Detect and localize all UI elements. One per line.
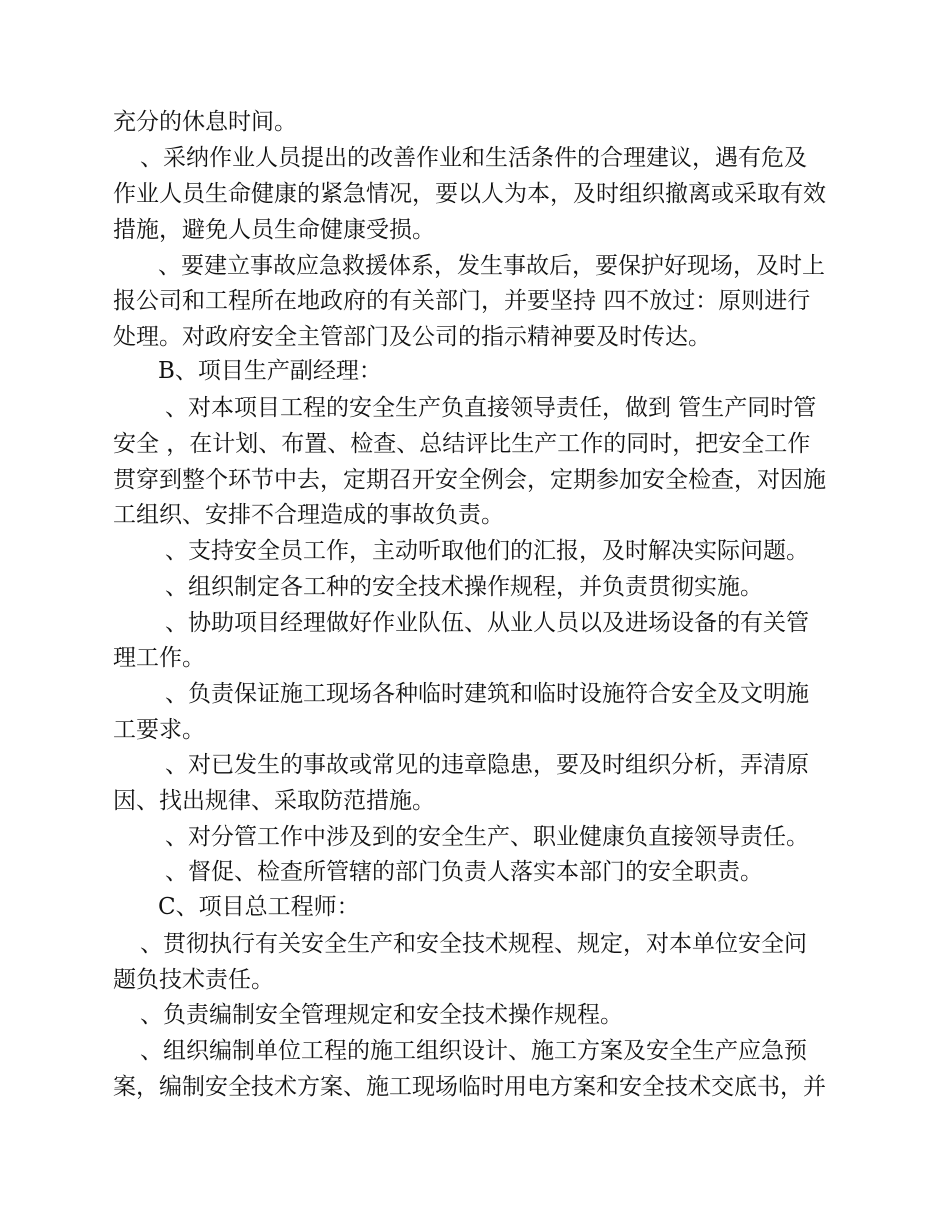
text-line: 、对本项目工程的安全生产负直接领导责任，做到 管生产同时管 xyxy=(165,395,817,421)
text-line: 措施，避免人员生命健康受损。 xyxy=(113,217,435,243)
text-line: 、督促、检查所管辖的部门负责人落实本部门的安全职责。 xyxy=(165,859,763,885)
text-line: 工要求。 xyxy=(113,717,205,743)
text-line: 、要建立事故应急救援体系，发生事故后，要保护好现场，及时上 xyxy=(158,253,825,279)
text-line: 充分的休息时间。 xyxy=(113,109,297,135)
text-line: 题负技术责任。 xyxy=(113,967,274,993)
text-line: 案，编制安全技术方案、施工现场临时用电方案和安全技术交底书，并 xyxy=(113,1074,826,1100)
text-line: 、支持安全员工作，主动听取他们的汇报，及时解决实际问题。 xyxy=(165,538,809,564)
text-line: 报公司和工程所在地政府的有关部门，并要坚持 四不放过：原则进行 xyxy=(113,288,811,314)
text-line: 因、找出规律、采取防范措施。 xyxy=(113,788,435,814)
section-heading: B、项目生产副经理： xyxy=(158,358,382,384)
text-line: 、采纳作业人员提出的改善作业和生活条件的合理建议，遇有危及 xyxy=(140,145,807,171)
text-line: 、对已发生的事故或常见的违章隐患，要及时组织分析，弄清原 xyxy=(165,752,809,778)
text-line: 、对分管工作中涉及到的安全生产、职业健康负直接领导责任。 xyxy=(165,824,809,850)
text-line: 、协助项目经理做好作业队伍、从业人员以及进场设备的有关管 xyxy=(165,610,809,636)
text-line: 处理。对政府安全主管部门及公司的指示精神要及时传达。 xyxy=(113,324,711,350)
text-line: 工组织、安排不合理造成的事故负责。 xyxy=(113,502,504,528)
text-line: 、贯彻执行有关安全生产和安全技术规程、规定，对本单位安全问 xyxy=(140,931,807,957)
text-line: 安全 ，在计划、布置、检查、总结评比生产工作的同时，把安全工作 xyxy=(113,431,811,457)
text-line: 贯穿到整个环节中去，定期召开安全例会，定期参加安全检查，对因施 xyxy=(113,467,826,493)
text-line: 理工作。 xyxy=(113,645,205,671)
text-line: 、组织制定各工种的安全技术操作规程，并负责贯彻实施。 xyxy=(165,574,763,600)
section-heading: C、项目总工程师： xyxy=(158,894,360,920)
text-line: 、组织编制单位工程的施工组织设计、施工方案及安全生产应急预 xyxy=(140,1038,807,1064)
text-line: 、负责保证施工现场各种临时建筑和临时设施符合安全及文明施 xyxy=(165,681,809,707)
text-line: 、负责编制安全管理规定和安全技术操作规程。 xyxy=(140,1002,623,1028)
text-line: 作业人员生命健康的紧急情况，要以人为本，及时组织撤离或采取有效 xyxy=(113,181,826,207)
